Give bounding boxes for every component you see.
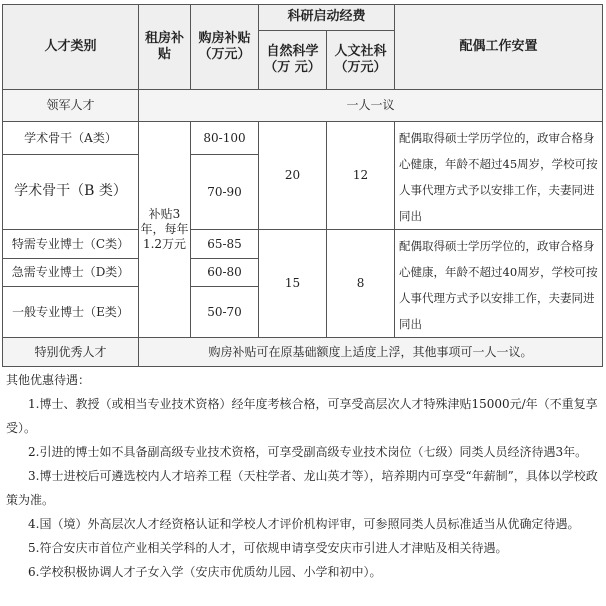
- rent-subsidy-value: 补贴3年，每年1.2万元: [139, 122, 191, 338]
- benefit-item: 4.国（境）外高层次人才经资格认证和学校人才评价机构评审，可参照同类人员标准适当从优确定待遇。: [28, 517, 580, 531]
- row-a-name: 学术骨干（A类）: [3, 122, 139, 155]
- group1-spouse: 配偶取得硕士学历学位的，政审合格身心健康，年龄不超过45周岁，学校可按人事代理方式予以安排工作，夫妻同进同出: [395, 122, 603, 230]
- benefit-item: 3.博士进校后可遴选校内人才培养工程（天柱学者、龙山英才等），培养期内可享受“年薪制”，具体以学校政策为准。: [6, 469, 598, 507]
- row-special-name: 特别优秀人才: [3, 338, 139, 367]
- header-category: 人才类别: [3, 5, 139, 90]
- header-humanities: 人文社科（万元）: [327, 31, 395, 90]
- header-startup-funds: 科研启动经费: [259, 5, 395, 31]
- benefit-item: 5.符合安庆市首位产业相关学科的人才，可依规申请享受安庆市引进人才津贴及相关待遇。: [28, 541, 508, 555]
- benefit-item: 2.引进的博士如不具备副高级专业技术资格，可享受副高级专业技术岗位（七级）同类人员经济待遇3年。: [28, 445, 588, 459]
- group2-spouse: 配偶取得硕士学历学位的，政审合格身心健康，年龄不超过40周岁，学校可按人事代理方式予以安排工作，夫妻同进同出: [395, 230, 603, 338]
- header-spouse-placement: 配偶工作安置: [395, 5, 603, 90]
- row-e-housing: 50-70: [191, 287, 259, 338]
- group2-humanities: 8: [327, 230, 395, 338]
- other-benefits-heading: 其他优惠待遇：: [6, 373, 91, 387]
- row-leading-value: 一人一议: [139, 90, 603, 122]
- group2-natural: 15: [259, 230, 327, 338]
- row-leading-name: 领军人才: [3, 90, 139, 122]
- row-a-housing: 80-100: [191, 122, 259, 155]
- row-d-housing: 60-80: [191, 259, 259, 287]
- benefit-item: 6.学校积极协调人才子女入学（安庆市优质幼儿园、小学和初中）。: [28, 565, 382, 579]
- row-b-housing: 70-90: [191, 155, 259, 230]
- group1-humanities: 12: [327, 122, 395, 230]
- row-d-name: 急需专业博士（D类）: [3, 259, 139, 287]
- row-c-name: 特需专业博士（C类）: [3, 230, 139, 259]
- benefit-item: 1.博士、教授（或相当专业技术资格）经年度考核合格，可享受高层次人才特殊津贴15000元/年（不重复享受）。: [6, 397, 598, 435]
- talent-policy-table: [2, 4, 603, 367]
- other-benefits: [0, 368, 606, 584]
- row-e-name: 一般专业博士（E类）: [3, 287, 139, 338]
- row-special-value: 购房补贴可在原基础额度上适度上浮，其他事项可一人一议。: [139, 338, 603, 367]
- header-housing-subsidy: 购房补贴（万元）: [191, 5, 259, 90]
- row-b-name: 学术骨干（B 类）: [3, 155, 139, 230]
- header-rent-subsidy: 租房补贴: [139, 5, 191, 90]
- header-natural-science: 自然科学（万 元）: [259, 31, 327, 90]
- row-c-housing: 65-85: [191, 230, 259, 259]
- group1-natural: 20: [259, 122, 327, 230]
